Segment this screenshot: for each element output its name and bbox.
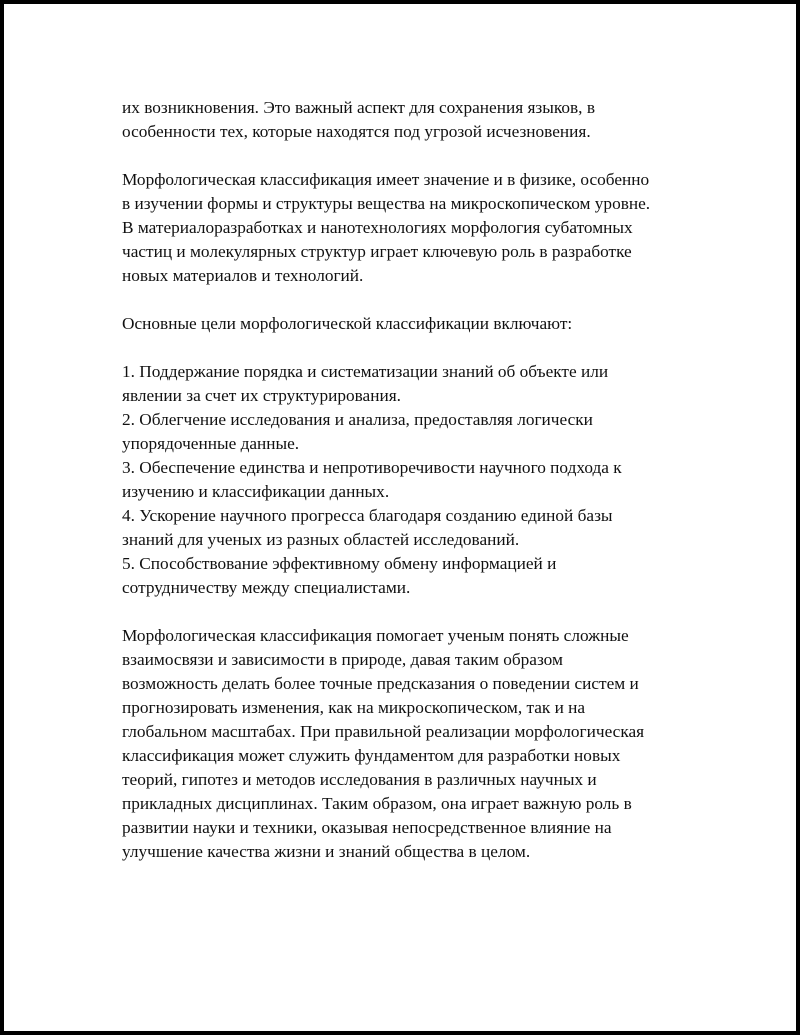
paragraph-gap	[122, 288, 712, 312]
list-item-line: 2. Облегчение исследования и анализа, предоставляя логически	[122, 410, 593, 429]
list-item-line: 1. Поддержание порядка и систематизации знаний об объекте или	[122, 362, 609, 381]
text-line: в изучении формы и структуры вещества на микроскопическом уровне.	[122, 194, 651, 213]
text-line: глобальном масштабах. При правильной реализации морфологическая	[122, 722, 645, 741]
document-body	[122, 96, 712, 864]
list-item-line: 3. Обеспечение единства и непротиворечивости научного подхода к	[122, 458, 622, 477]
text-line: возможность делать более точные предсказания о поведении систем и	[122, 674, 639, 693]
paragraph-physics	[122, 168, 712, 288]
text-line: их возникновения. Это важный аспект для сохранения языков, в	[122, 98, 595, 117]
paragraph-goals-intro	[122, 312, 712, 336]
paragraph-gap	[122, 144, 712, 168]
paragraph-gap	[122, 600, 712, 624]
text-line: особенности тех, которые находятся под угрозой исчезновения.	[122, 122, 591, 141]
list-item-line: 4. Ускорение научного прогресса благодаря созданию единой базы	[122, 506, 613, 525]
text-line: новых материалов и технологий.	[122, 266, 364, 285]
text-line: улучшение качества жизни и знаний общества в целом.	[122, 842, 531, 861]
list-item-line: упорядоченные данные.	[122, 434, 300, 453]
text-line: Морфологическая классификация имеет значение и в физике, особенно	[122, 170, 650, 189]
text-line: теорий, гипотез и методов исследования в различных научных и	[122, 770, 597, 789]
text-line: В материалоразработках и нанотехнологиях морфология субатомных	[122, 218, 633, 237]
paragraph-language-preservation	[122, 96, 712, 144]
paragraph-gap	[122, 336, 712, 360]
text-line: взаимосвязи и зависимости в природе, давая таким образом	[122, 650, 563, 669]
text-line: Морфологическая классификация помогает ученым понять сложные	[122, 626, 629, 645]
goals-list	[122, 360, 712, 600]
text-line: прикладных дисциплинах. Таким образом, она играет важную роль в	[122, 794, 632, 813]
list-item-line: явлении за счет их структурирования.	[122, 386, 401, 405]
list-item-line: сотрудничеству между специалистами.	[122, 578, 411, 597]
text-line: развитии науки и техники, оказывая непосредственное влияние на	[122, 818, 612, 837]
paragraph-conclusion	[122, 624, 712, 864]
text-line: Основные цели морфологической классификации включают:	[122, 314, 573, 333]
text-line: классификация может служить фундаментом для разработки новых	[122, 746, 621, 765]
list-item-line: знаний для ученых из разных областей исследований.	[122, 530, 520, 549]
text-line: частиц и молекулярных структур играет ключевую роль в разработке	[122, 242, 632, 261]
list-item-line: изучению и классификации данных.	[122, 482, 390, 501]
text-line: прогнозировать изменения, как на микроскопическом, так и на	[122, 698, 586, 717]
list-item-line: 5. Способствование эффективному обмену информацией и	[122, 554, 557, 573]
